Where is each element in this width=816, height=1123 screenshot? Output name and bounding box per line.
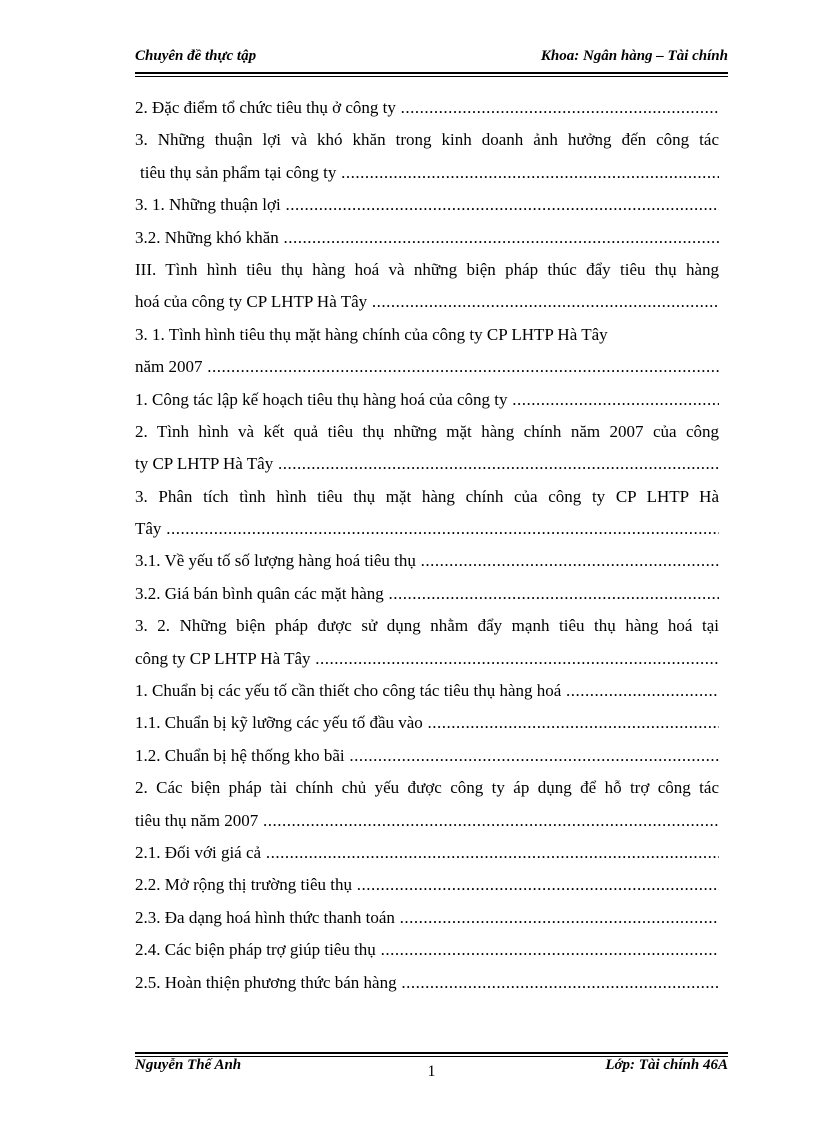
toc-entry: 3. 1. Những thuận lợi ..... [135,189,719,221]
header-rule-thin [135,76,728,77]
toc-entry: 3. Những thuận lợi và khó khăn trong kinh doanh ảnh hưởng đến công tác [135,130,719,150]
footer-rule-thick [135,1052,728,1054]
toc-entry: 2. Các biện pháp tài chính chủ yếu được công ty áp dụng để hỗ trợ công tác [135,778,719,798]
footer-class: Lớp: Tài chính 46A [605,1057,728,1073]
toc-entry: 1.2. Chuẩn bị hệ thống kho bãi ..... [135,740,719,772]
header-rule-thick [135,72,728,74]
toc-entry: 3. Phân tích tình hình tiêu thụ mặt hàng chính của công ty CP LHTP Hà [135,486,719,506]
page-footer [135,1057,728,1081]
toc-entry: 2.1. Đối với giá cả ..... [135,837,719,869]
toc-entry: hoá của công ty CP LHTP Hà Tây ..... [135,286,719,318]
toc-entry: 3. 1. Tình hình tiêu thụ mặt hàng chính của công ty CP LHTP Hà Tây [135,324,608,344]
table-of-contents [135,92,719,999]
toc-entry: công ty CP LHTP Hà Tây ..... [135,643,719,675]
toc-entry: tiêu thụ năm 2007 ..... [135,805,719,837]
toc-entry: 3.2. Những khó khăn ..... [135,222,719,254]
toc-entry: 3.1. Về yếu tố số lượng hàng hoá tiêu thụ ..... [135,545,719,577]
toc-entry: Tây ..... [135,513,719,545]
toc-entry: 1. Công tác lập kế hoạch tiêu thụ hàng hoá của công ty ..... [135,384,719,416]
footer-author: Nguyễn Thế Anh [135,1057,242,1073]
page-number: 1 [427,1063,436,1080]
toc-entry: 2.2. Mở rộng thị trường tiêu thụ ..... [135,869,719,901]
toc-entry: 3. 2. Những biện pháp được sử dụng nhằm đẩy mạnh tiêu thụ hàng hoá tại [135,616,719,636]
toc-entry: III. Tình hình tiêu thụ hàng hoá và những biện pháp thúc đẩy tiêu thụ hàng [135,259,719,279]
toc-entry: 2.3. Đa dạng hoá hình thức thanh toán ..... [135,902,719,934]
toc-entry: 2. Đặc điểm tổ chức tiêu thụ ở công ty ..... [135,92,719,124]
header-title: Chuyên đề thực tập [135,48,257,64]
toc-entry: 2. Tình hình và kết quả tiêu thụ những mặt hàng chính năm 2007 của công [135,421,719,441]
toc-entry: 3.2. Giá bán bình quân các mặt hàng ..... [135,578,719,610]
toc-entry: 2.5. Hoàn thiện phương thức bán hàng ..... [135,967,719,999]
toc-entry: 1. Chuẩn bị các yếu tố cần thiết cho công tác tiêu thụ hàng hoá ..... [135,675,719,707]
toc-entry: năm 2007 ..... [135,351,719,383]
toc-entry: ty CP LHTP Hà Tây ..... [135,448,719,480]
header-department: Khoa: Ngân hàng – Tài chính [540,48,728,64]
toc-entry: tiêu thụ sản phẩm tại công ty ..... [135,157,719,189]
toc-entry: 1.1. Chuẩn bị kỹ lưỡng các yếu tố đầu vào ..... [135,707,719,739]
toc-entry: 2.4. Các biện pháp trợ giúp tiêu thụ ..... [135,934,719,966]
page-header [135,48,728,70]
